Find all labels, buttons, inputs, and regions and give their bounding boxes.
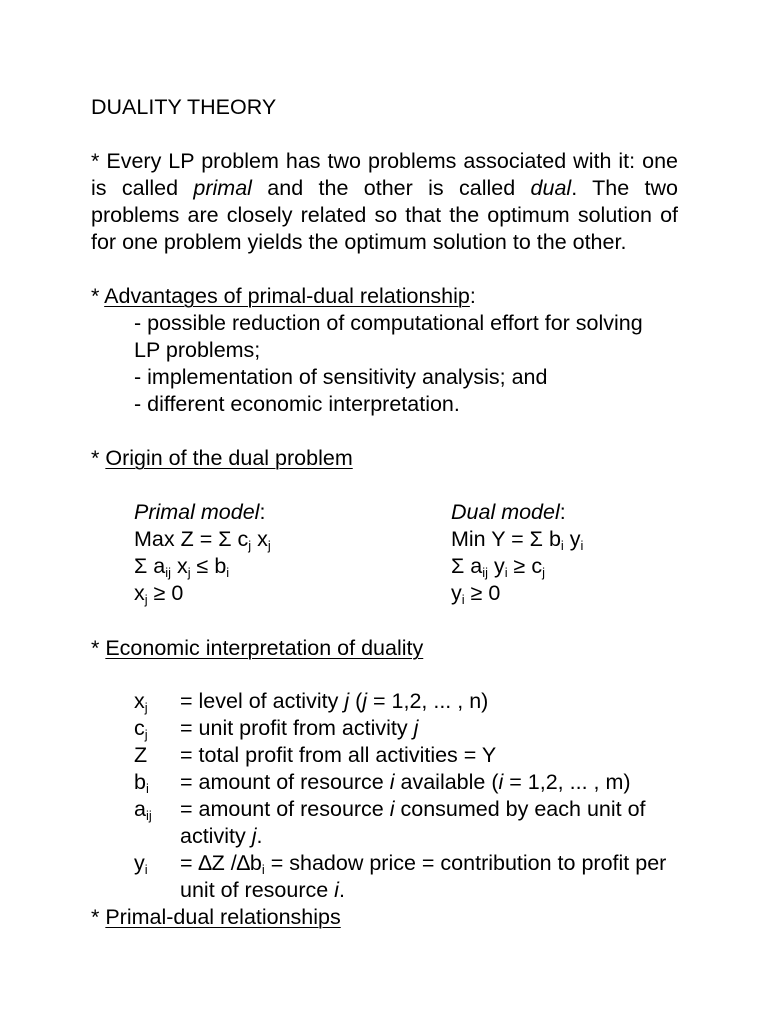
primal-objective: Max Z = Σ $c_j$ $x_j$ (134, 527, 271, 553)
symbol-c: $c_j$ (134, 716, 148, 742)
intro-line-4: for one problem yields the optimum solution to the other. (91, 230, 627, 254)
intro-line-2: is called primal and the other is called dual. The two (91, 176, 678, 200)
primal-constraint: Σ $a_{ij}$ $x_j \le b_i$ (134, 554, 230, 580)
definition-y: = ∆Z $/\Delta b_i$ = shadow price = contribution to profit per (180, 851, 667, 877)
definition-y-cont: unit of resource i. (180, 878, 345, 902)
relationships-heading: * Primal-dual relationships (91, 905, 341, 929)
primal-model-label: Primal model: (134, 500, 266, 524)
definition-c: = unit profit from activity j (180, 716, 419, 740)
definition-z: = total profit from all activities = Y (180, 743, 497, 767)
primal-nonnegativity: $x_j \ge 0$ (134, 581, 184, 607)
symbol-x: $x_j$ (134, 689, 148, 715)
advantage-item-2: - implementation of sensitivity analysis; and (134, 365, 548, 389)
definition-b: = amount of resource i available (i = 1,2, ... , m) (180, 770, 631, 794)
advantages-heading: * Advantages of primal-dual relationship: (91, 284, 476, 308)
dual-objective: Min Y = Σ $b_i$ $y_i$ (451, 527, 584, 553)
dual-constraint: Σ $a_{ij}$ $y_i \ge c_j$ (451, 554, 545, 580)
intro-line-1: * Every LP problem has two problems associated with it: one (91, 149, 678, 173)
definition-x: = level of activity j (j = 1,2, ... , n) (180, 689, 489, 713)
symbol-b: $b_i$ (134, 770, 149, 796)
definition-a-cont: activity j. (180, 824, 263, 848)
definition-a: = amount of resource i consumed by each unit of (180, 797, 646, 821)
origin-heading: * Origin of the dual problem (91, 446, 353, 470)
dual-nonnegativity: $y_i \ge 0$ (451, 581, 501, 607)
symbol-z: Z (134, 743, 148, 767)
intro-line-3: problems are closely related so that the optimum solution of (91, 203, 678, 227)
page-title: DUALITY THEORY (91, 95, 277, 119)
symbol-y: $y_i$ (134, 851, 148, 877)
advantage-item-1: - possible reduction of computational effort for solving (134, 311, 643, 335)
advantage-item-1-cont: LP problems; (134, 338, 261, 362)
economic-heading: * Economic interpretation of duality (91, 636, 424, 660)
advantage-item-3: - different economic interpretation. (134, 392, 460, 416)
dual-model-label: Dual model: (451, 500, 566, 524)
symbol-a: $a_{ij}$ (134, 797, 152, 823)
